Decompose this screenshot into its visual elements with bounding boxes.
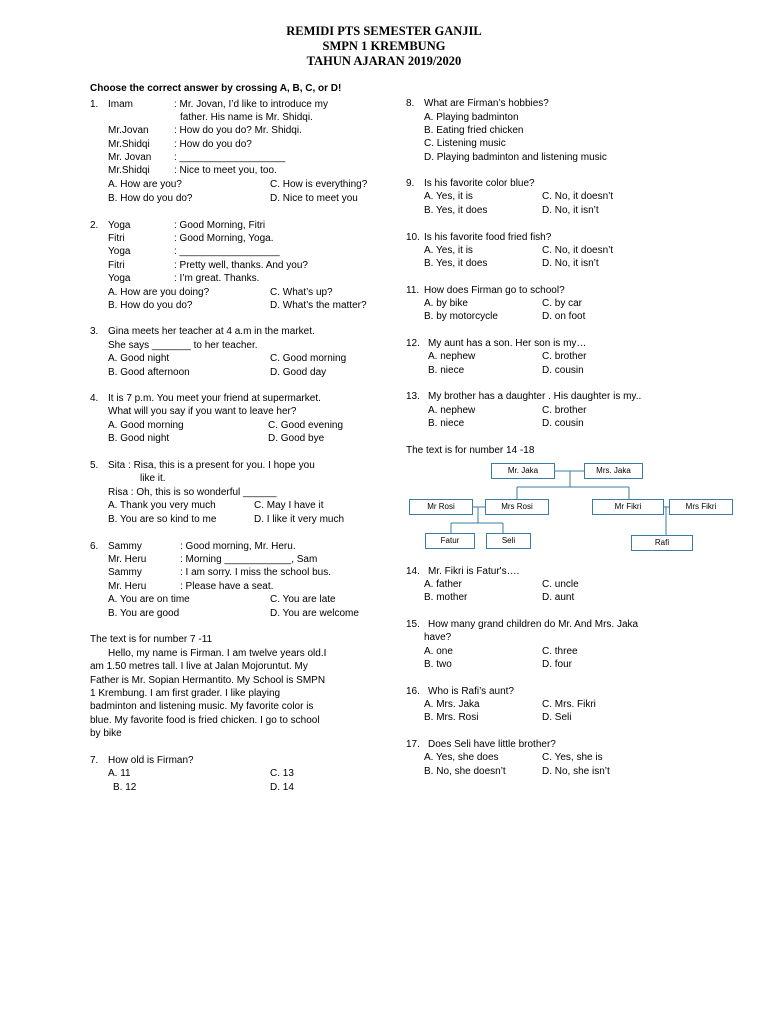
q3-number: 3. xyxy=(90,326,99,337)
q6-speaker-3: Sammy xyxy=(108,567,142,578)
q2-speaker-5: Yoga xyxy=(108,273,131,284)
q16-option-c[interactable]: C. Mrs. Fikri xyxy=(542,699,596,710)
reading-line-7: by bike xyxy=(90,728,122,739)
q5-number: 5. xyxy=(90,460,99,471)
q1-speaker-5: Mr. Jovan xyxy=(108,152,152,163)
q10-option-c[interactable]: C. No, it doesn’t xyxy=(542,245,614,256)
tree-node-seli: Seli xyxy=(486,533,531,549)
q1-number: 1. xyxy=(90,99,99,110)
q7-option-c[interactable]: C. 13 xyxy=(270,768,294,779)
q17-option-b[interactable]: B. No, she doesn’t xyxy=(424,766,506,777)
q14-option-d[interactable]: D. aunt xyxy=(542,592,575,603)
q17-option-a[interactable]: A. Yes, she does xyxy=(424,752,499,763)
q4-number: 4. xyxy=(90,393,99,404)
q15-option-c[interactable]: C. three xyxy=(542,646,578,657)
q6-speaker-2: Mr. Heru xyxy=(108,554,147,565)
q1-line-5: : ___________________ xyxy=(174,152,286,163)
q6-line-1: : Good morning, Mr. Heru. xyxy=(180,541,296,552)
q6-line-3: : I am sorry. I miss the school bus. xyxy=(180,567,331,578)
q9-option-a[interactable]: A. Yes, it is xyxy=(424,191,473,202)
q1-option-a[interactable]: A. How are you? xyxy=(108,179,182,190)
q13-text: My brother has a daughter . His daughter is my.. xyxy=(428,391,642,402)
q1-option-d[interactable]: D. Nice to meet you xyxy=(270,193,358,204)
q13-option-c[interactable]: C. brother xyxy=(542,405,587,416)
text-7-11-intro: The text is for number 7 -11 xyxy=(90,634,213,645)
q8-option-c[interactable]: C. Listening music xyxy=(424,138,506,149)
q10-number: 10. xyxy=(406,232,420,243)
q10-option-a[interactable]: A. Yes, it is xyxy=(424,245,473,256)
q1-speaker-6: Mr.Shidqi xyxy=(108,165,150,176)
q2-number: 2. xyxy=(90,220,99,231)
tree-node-mrs-rosi: Mrs Rosi xyxy=(485,499,549,515)
reading-line-3: Father is Mr. Sopian Hermantito. My School is SMPN xyxy=(90,675,326,686)
q9-option-b[interactable]: B. Yes, it does xyxy=(424,205,488,216)
q1-line-4: : How do you do? xyxy=(174,139,252,150)
q5-option-c[interactable]: C. May I have it xyxy=(254,500,324,511)
q7-text: How old is Firman? xyxy=(108,755,194,766)
q6-option-a[interactable]: A. You are on time xyxy=(108,594,190,605)
q14-option-b[interactable]: B. mother xyxy=(424,592,468,603)
q10-option-b[interactable]: B. Yes, it does xyxy=(424,258,488,269)
q12-option-b[interactable]: B. niece xyxy=(428,365,465,376)
q2-option-d[interactable]: D. What’s the matter? xyxy=(270,300,367,311)
q4-option-b[interactable]: B. Good night xyxy=(108,433,170,444)
q12-option-a[interactable]: A. nephew xyxy=(428,351,476,362)
q16-option-b[interactable]: B. Mrs. Rosi xyxy=(424,712,479,723)
q8-text: What are Firman’s hobbies? xyxy=(424,98,549,109)
q14-option-c[interactable]: C. uncle xyxy=(542,579,579,590)
q16-option-d[interactable]: D. Seli xyxy=(542,712,572,723)
q7-option-a[interactable]: A. 11 xyxy=(108,768,131,779)
q11-option-a[interactable]: A. by bike xyxy=(424,298,468,309)
q3-option-a[interactable]: A. Good night xyxy=(108,353,170,364)
q9-text: Is his favorite color blue? xyxy=(424,178,535,189)
q5-option-a[interactable]: A. Thank you very much xyxy=(108,500,216,511)
q14-option-a[interactable]: A. father xyxy=(424,579,462,590)
q4-option-c[interactable]: C. Good evening xyxy=(268,420,344,431)
q17-text: Does Seli have little brother? xyxy=(428,739,556,750)
q1-speaker-1: Imam xyxy=(108,99,133,110)
q4-option-d[interactable]: D. Good bye xyxy=(268,433,325,444)
q6-option-c[interactable]: C. You are late xyxy=(270,594,336,605)
tree-node-mrs-jaka: Mrs. Jaka xyxy=(584,463,643,479)
q13-option-b[interactable]: B. niece xyxy=(428,418,465,429)
q1-line-6: : Nice to meet you, too. xyxy=(174,165,277,176)
doc-title-line-2: SMPN 1 KREMBUNG xyxy=(322,39,446,53)
q15-number: 15. xyxy=(406,619,420,630)
q1-line-3: : How do you do? Mr. Shidqi. xyxy=(174,125,302,136)
q15-option-b[interactable]: B. two xyxy=(424,659,452,670)
q2-speaker-4: Fitri xyxy=(108,260,125,271)
reading-line-6: blue. My favorite food is fried chicken. I go to school xyxy=(90,715,320,726)
q17-number: 17. xyxy=(406,739,420,750)
tree-node-mr-fikri: Mr Fikri xyxy=(592,499,664,515)
reading-line-2: am 1.50 metres tall. I live at Jalan Mojoruntut. My xyxy=(90,661,308,672)
q6-option-d[interactable]: D. You are welcome xyxy=(270,608,359,619)
q5-option-b[interactable]: B. You are so kind to me xyxy=(108,514,217,525)
q2-option-a[interactable]: A. How are you doing? xyxy=(108,287,210,298)
q3-option-d[interactable]: D. Good day xyxy=(270,367,327,378)
q11-option-c[interactable]: C. by car xyxy=(542,298,583,309)
q14-number: 14. xyxy=(406,566,420,577)
q6-speaker-4: Mr. Heru xyxy=(108,581,147,592)
q7-option-b[interactable]: B. 12 xyxy=(113,782,137,793)
q9-option-c[interactable]: C. No, it doesn’t xyxy=(542,191,614,202)
q3-line-1: Gina meets her teacher at 4 a.m in the market. xyxy=(108,326,315,337)
q2-line-5: : I’m great. Thanks. xyxy=(174,273,260,284)
q12-number: 12. xyxy=(406,338,420,349)
q1-option-b[interactable]: B. How do you do? xyxy=(108,193,193,204)
q2-line-4: : Pretty well, thanks. And you? xyxy=(174,260,308,271)
q10-option-d[interactable]: D. No, it isn’t xyxy=(542,258,599,269)
q4-option-a[interactable]: A. Good morning xyxy=(108,420,184,431)
q5-line-3: Risa : Oh, this is so wonderful ______ xyxy=(108,487,277,498)
q2-line-3: : __________________ xyxy=(174,246,280,257)
q2-speaker-3: Yoga xyxy=(108,246,131,257)
reading-line-4: 1 Krembung. I am first grader. I like playing xyxy=(90,688,281,699)
q7-number: 7. xyxy=(90,755,99,766)
q13-option-a[interactable]: A. nephew xyxy=(428,405,476,416)
q12-option-d[interactable]: D. cousin xyxy=(542,365,584,376)
q5-option-d[interactable]: D. I like it very much xyxy=(254,514,345,525)
q1-speaker-4: Mr.Shidqi xyxy=(108,139,150,150)
q15-option-a[interactable]: A. one xyxy=(424,646,453,657)
q11-number: 11. xyxy=(406,285,420,296)
q16-number: 16. xyxy=(406,686,420,697)
q6-option-b[interactable]: B. You are good xyxy=(108,608,180,619)
q4-line-1: It is 7 p.m. You meet your friend at supermarket. xyxy=(108,393,321,404)
tree-node-mrs-fikri: Mrs Fikri xyxy=(669,499,733,515)
tree-node-rafi: Rafi xyxy=(631,535,693,551)
q1-line-1: : Mr. Jovan, I’d like to introduce my xyxy=(174,99,328,110)
q16-option-a[interactable]: A. Mrs. Jaka xyxy=(424,699,480,710)
q3-line-2: She says _______ to her teacher. xyxy=(108,340,258,351)
q8-option-a[interactable]: A. Playing badminton xyxy=(424,112,519,123)
text-14-18-intro: The text is for number 14 -18 xyxy=(406,445,535,456)
q3-option-c[interactable]: C. Good morning xyxy=(270,353,347,364)
q2-speaker-2: Fitri xyxy=(108,233,125,244)
q2-line-1: : Good Morning, Fitri xyxy=(174,220,266,231)
reading-line-5: badminton and listening music. My favorite color is xyxy=(90,701,314,712)
q8-number: 8. xyxy=(406,98,415,109)
q3-option-b[interactable]: B. Good afternoon xyxy=(108,367,190,378)
q12-text: My aunt has a son. Her son is my… xyxy=(428,338,587,349)
q12-option-c[interactable]: C. brother xyxy=(542,351,587,362)
q6-line-4: : Please have a seat. xyxy=(180,581,274,592)
tree-node-fatur: Fatur xyxy=(425,533,475,549)
q17-option-c[interactable]: C. Yes, she is xyxy=(542,752,603,763)
q13-number: 13. xyxy=(406,391,420,402)
q9-option-d[interactable]: D. No, it isn’t xyxy=(542,205,599,216)
q8-option-d[interactable]: D. Playing badminton and listening music xyxy=(424,152,607,163)
q1-speaker-3: Mr.Jovan xyxy=(108,125,149,136)
tree-node-mr-jaka: Mr. Jaka xyxy=(491,463,555,479)
tree-node-mr-rosi: Mr Rosi xyxy=(409,499,473,515)
q11-option-b[interactable]: B. by motorcycle xyxy=(424,311,498,322)
q1-option-c[interactable]: C. How is everything? xyxy=(270,179,368,190)
doc-title-line-1: REMIDI PTS SEMESTER GANJIL xyxy=(286,24,482,38)
q6-number: 6. xyxy=(90,541,99,552)
doc-title-line-3: TAHUN AJARAN 2019/2020 xyxy=(306,54,462,68)
q15-text-2: have? xyxy=(424,632,452,643)
q11-option-d[interactable]: D. on foot xyxy=(542,311,586,322)
q2-line-2: : Good Morning, Yoga. xyxy=(174,233,274,244)
q2-option-b[interactable]: B. How do you do? xyxy=(108,300,193,311)
q14-text: Mr. Fikri is Fatur's…. xyxy=(428,566,520,577)
q2-option-c[interactable]: C. What’s up? xyxy=(270,287,333,298)
q15-option-d[interactable]: D. four xyxy=(542,659,573,670)
q4-line-2: What will you say if you want to leave her? xyxy=(108,406,297,417)
q10-text: Is his favorite food fried fish? xyxy=(424,232,552,243)
q6-speaker-1: Sammy xyxy=(108,541,142,552)
q17-option-d[interactable]: D. No, she isn’t xyxy=(542,766,610,777)
q5-line-2: like it. xyxy=(140,473,166,484)
q13-option-d[interactable]: D. cousin xyxy=(542,418,584,429)
q15-text: How many grand children do Mr. And Mrs. Jaka xyxy=(428,619,639,630)
reading-line-1: Hello, my name is Firman. I am twelve years old.I xyxy=(108,648,327,659)
q7-option-d[interactable]: D. 14 xyxy=(270,782,294,793)
q8-option-b[interactable]: B. Eating fried chicken xyxy=(424,125,524,136)
q5-line-1: Sita : Risa, this is a present for you. I hope you xyxy=(108,460,315,471)
q9-number: 9. xyxy=(406,178,415,189)
instruction: Choose the correct answer by crossing A, B, C, or D! xyxy=(90,83,342,94)
q6-line-2: : Morning ____________, Sam xyxy=(180,554,318,565)
q1-line-2: father. His name is Mr. Shidqi. xyxy=(180,112,313,123)
q16-text: Who is Rafi’s aunt? xyxy=(428,686,514,697)
q11-text: How does Firman go to school? xyxy=(424,285,565,296)
q2-speaker-1: Yoga xyxy=(108,220,131,231)
